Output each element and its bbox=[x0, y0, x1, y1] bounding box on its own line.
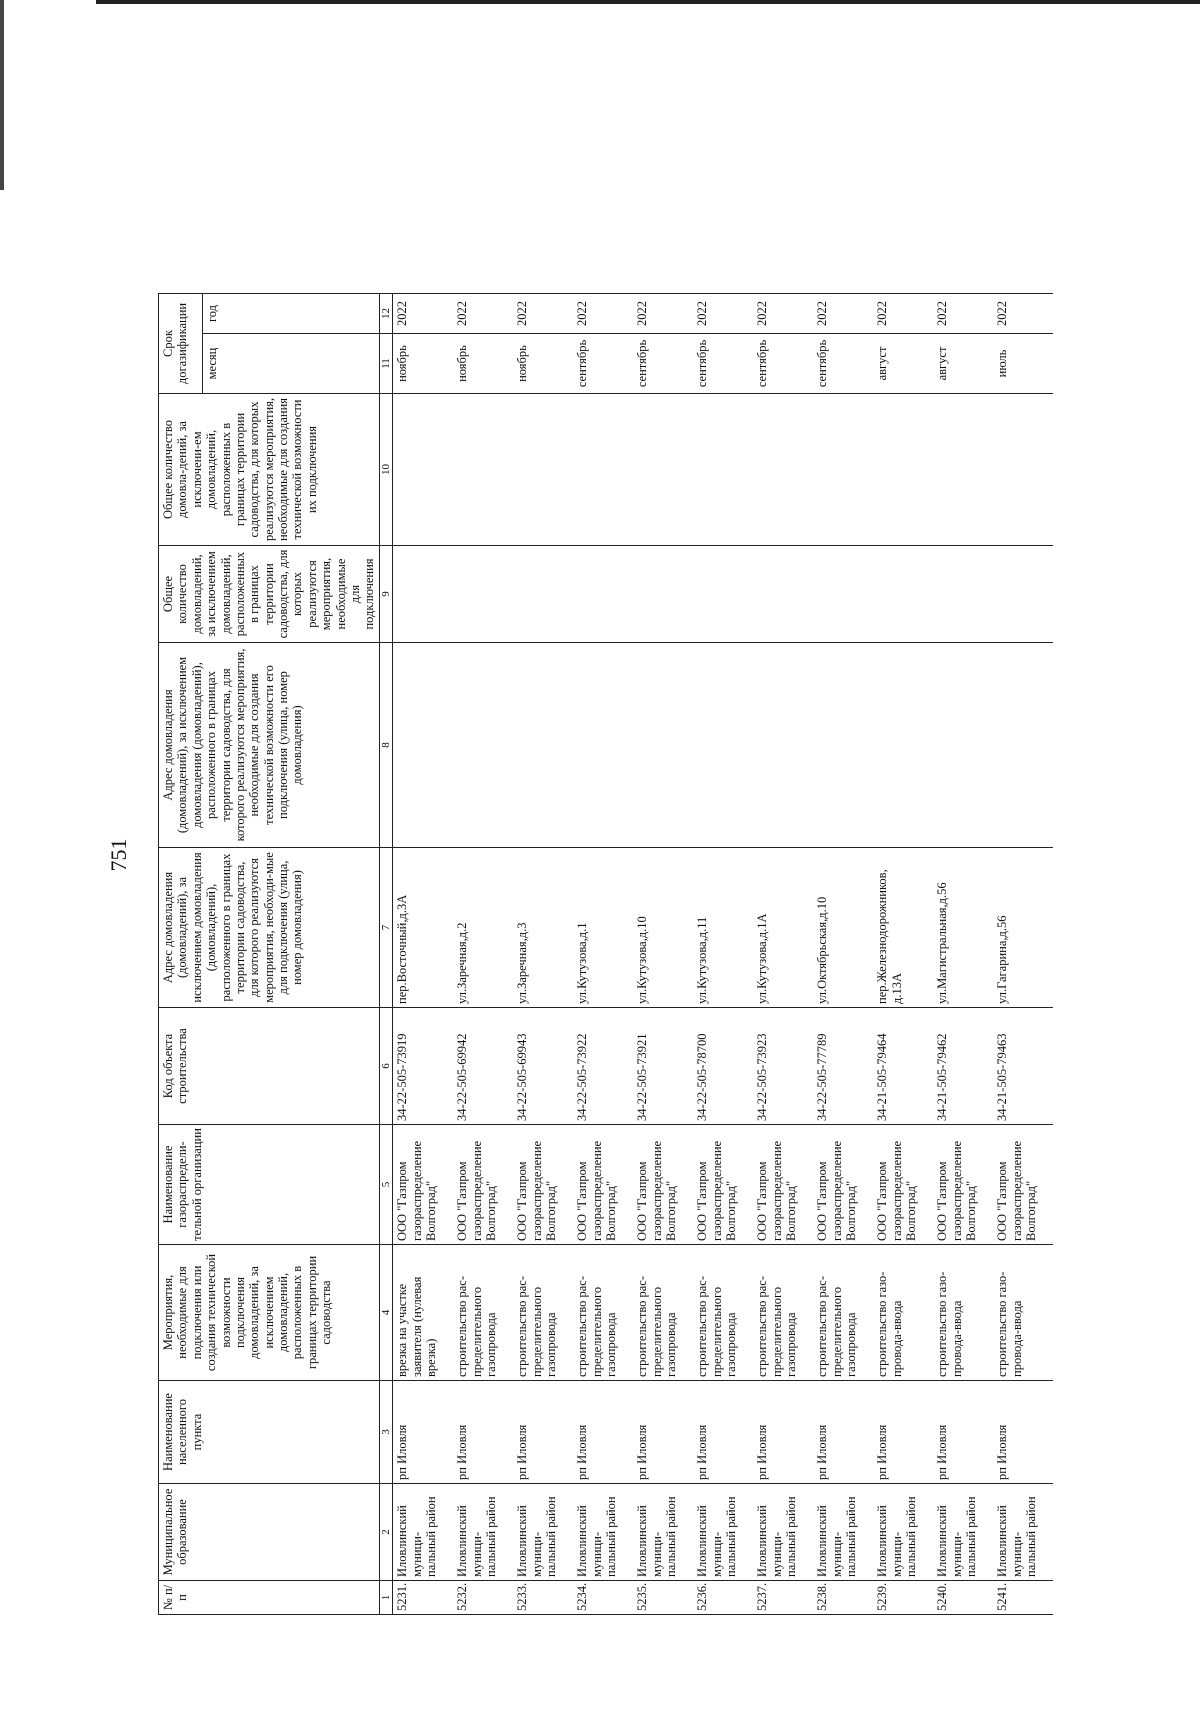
organization-cell: ООО "Газпром газораспределение Волгоград" bbox=[633, 1125, 693, 1245]
header-address-connect: Адрес домовладения (домовладений), за исключением домовладения (домовладений), расположенного в границах территории садоводства, для которого реализуются мероприятия, необходи-мые для подключения (улица, номер домовладения) bbox=[159, 848, 380, 1008]
count-connect-cell bbox=[573, 546, 633, 643]
deadline-year-cell: 2022 bbox=[453, 294, 513, 334]
row-blank bbox=[633, 95, 693, 294]
count-tech-cell bbox=[453, 394, 513, 546]
settlement-cell: рп Иловля bbox=[393, 1381, 454, 1484]
action-cell: строительство рас-пределительного газопровода bbox=[573, 1245, 633, 1381]
row-number: 5232. bbox=[453, 1581, 513, 1615]
table-row bbox=[573, 95, 633, 1615]
organization-cell: ООО "Газпром газораспределение Волгоград" bbox=[453, 1125, 513, 1245]
organization-cell: ООО "Газпром газораспределение Волгоград" bbox=[993, 1125, 1053, 1245]
deadline-month-cell: июль bbox=[993, 334, 1053, 394]
address-tech-cell bbox=[693, 643, 753, 848]
deadline-year-cell: 2022 bbox=[813, 294, 873, 334]
address-connect-cell: ул.Заречная,д.3 bbox=[513, 848, 573, 1008]
col-number: 5 bbox=[379, 1125, 393, 1245]
municipality-cell: Иловлинский муници-пальный район bbox=[813, 1484, 873, 1581]
row-number: 5239. bbox=[873, 1581, 933, 1615]
row-number: 5233. bbox=[513, 1581, 573, 1615]
action-cell: строительство рас-пределительного газопровода bbox=[693, 1245, 753, 1381]
count-tech-cell bbox=[513, 394, 573, 546]
row-blank bbox=[513, 95, 573, 294]
row-number: 5234. bbox=[573, 1581, 633, 1615]
organization-cell: ООО "Газпром газораспределение Волгоград" bbox=[813, 1125, 873, 1245]
row-blank bbox=[993, 95, 1053, 294]
address-connect-cell: ул.Кутузова,д.11 bbox=[693, 848, 753, 1008]
address-tech-cell bbox=[633, 643, 693, 848]
header-blank bbox=[159, 95, 380, 294]
deadline-month-cell: август bbox=[873, 334, 933, 394]
deadline-year-cell: 2022 bbox=[513, 294, 573, 334]
address-tech-cell bbox=[393, 643, 454, 848]
action-cell: строительство рас-пределительного газопровода bbox=[813, 1245, 873, 1381]
deadline-year-cell: 2022 bbox=[573, 294, 633, 334]
table-row bbox=[393, 95, 454, 1615]
address-tech-cell bbox=[933, 643, 993, 848]
count-connect-cell bbox=[873, 546, 933, 643]
col-number: 8 bbox=[379, 643, 393, 848]
organization-cell: ООО "Газпром газораспределение Волгоград" bbox=[513, 1125, 573, 1245]
table-row bbox=[933, 95, 993, 1615]
count-tech-cell bbox=[993, 394, 1053, 546]
object-code-cell: 34-22-505-69942 bbox=[453, 1008, 513, 1125]
header-actions: Мероприятия, необходимые для подключения или создания технической возможности подключения домовладений, за исключением домовладений, расположенных в границах территории садоводства bbox=[159, 1245, 380, 1381]
header-object-code: Код объекта строительства bbox=[159, 1008, 380, 1125]
object-code-cell: 34-22-505-69943 bbox=[513, 1008, 573, 1125]
deadline-month-cell: сентябрь bbox=[693, 334, 753, 394]
address-connect-cell: ул.Магистральная,д.56 bbox=[933, 848, 993, 1008]
col-number: 11 bbox=[379, 334, 393, 394]
count-connect-cell bbox=[753, 546, 813, 643]
address-connect-cell: пер.Восточный,д.3А bbox=[393, 848, 454, 1008]
column-number-row bbox=[379, 95, 393, 1615]
count-connect-cell bbox=[513, 546, 573, 643]
col-number: 10 bbox=[379, 394, 393, 546]
municipality-cell: Иловлинский муници-пальный район bbox=[633, 1484, 693, 1581]
deadline-month-cell: сентябрь bbox=[633, 334, 693, 394]
count-connect-cell bbox=[393, 546, 454, 643]
count-tech-cell bbox=[393, 394, 454, 546]
deadline-month-cell: ноябрь bbox=[393, 334, 454, 394]
row-blank bbox=[693, 95, 753, 294]
col-number: 1 bbox=[379, 1581, 393, 1615]
count-tech-cell bbox=[753, 394, 813, 546]
gasification-table bbox=[158, 95, 1053, 1616]
action-cell: строительство рас-пределительного газопровода bbox=[453, 1245, 513, 1381]
organization-cell: ООО "Газпром газораспределение Волгоград" bbox=[933, 1125, 993, 1245]
settlement-cell: рп Иловля bbox=[453, 1381, 513, 1484]
settlement-cell: рп Иловля bbox=[513, 1381, 573, 1484]
count-connect-cell bbox=[693, 546, 753, 643]
deadline-month-cell: ноябрь bbox=[513, 334, 573, 394]
object-code-cell: 34-21-505-79462 bbox=[933, 1008, 993, 1125]
header-row bbox=[159, 95, 203, 1615]
col-number: 9 bbox=[379, 546, 393, 643]
action-cell: строительство газо-провода-ввода bbox=[993, 1245, 1053, 1381]
municipality-cell: Иловлинский муници-пальный район bbox=[513, 1484, 573, 1581]
row-blank bbox=[933, 95, 993, 294]
organization-cell: ООО "Газпром газораспределение Волгоград" bbox=[693, 1125, 753, 1245]
table-row bbox=[513, 95, 573, 1615]
action-cell: строительство рас-пределительного газопровода bbox=[513, 1245, 573, 1381]
action-cell: врезка на участке заявителя (нулевая врезка) bbox=[393, 1245, 454, 1381]
col-number: 3 bbox=[379, 1381, 393, 1484]
header-num: № п/п bbox=[159, 1581, 380, 1615]
address-connect-cell: пер.Железнодорожников, д.13А bbox=[873, 848, 933, 1008]
address-connect-cell: ул.Кутузова,д.10 bbox=[633, 848, 693, 1008]
address-tech-cell bbox=[993, 643, 1053, 848]
object-code-cell: 34-22-505-73921 bbox=[633, 1008, 693, 1125]
address-connect-cell: ул.Кутузова,д.1 bbox=[573, 848, 633, 1008]
count-tech-cell bbox=[633, 394, 693, 546]
row-blank bbox=[393, 95, 454, 294]
table-row bbox=[633, 95, 693, 1615]
page-number: 751 bbox=[106, 838, 131, 872]
col-number: 12 bbox=[379, 294, 393, 334]
action-cell: строительство газо-провода-ввода bbox=[933, 1245, 993, 1381]
table-row bbox=[813, 95, 873, 1615]
table-body bbox=[393, 95, 1054, 1615]
address-tech-cell bbox=[453, 643, 513, 848]
object-code-cell: 34-22-505-73922 bbox=[573, 1008, 633, 1125]
settlement-cell: рп Иловля bbox=[993, 1381, 1053, 1484]
table-row bbox=[693, 95, 753, 1615]
municipality-cell: Иловлинский муници-пальный район bbox=[573, 1484, 633, 1581]
count-tech-cell bbox=[933, 394, 993, 546]
municipality-cell: Иловлинский муници-пальный район bbox=[993, 1484, 1053, 1581]
row-number: 5231. bbox=[393, 1581, 454, 1615]
object-code-cell: 34-22-505-73923 bbox=[753, 1008, 813, 1125]
municipality-cell: Иловлинский муници-пальный район bbox=[393, 1484, 454, 1581]
row-blank bbox=[453, 95, 513, 294]
organization-cell: ООО "Газпром газораспределение Волгоград" bbox=[573, 1125, 633, 1245]
deadline-month-cell: ноябрь bbox=[453, 334, 513, 394]
organization-cell: ООО "Газпром газораспределение Волгоград" bbox=[393, 1125, 454, 1245]
col-number: 2 bbox=[379, 1484, 393, 1581]
header-count-tech: Общее количество домовла-дений, за исключени-ем домовладений, расположенных в границах территории садоводства, для которых реализуются мероприятия, необходимые для создания технической возможности их подключения bbox=[159, 394, 380, 546]
table-row bbox=[753, 95, 813, 1615]
address-tech-cell bbox=[813, 643, 873, 848]
row-blank bbox=[873, 95, 933, 294]
deadline-year-cell: 2022 bbox=[873, 294, 933, 334]
deadline-year-cell: 2022 bbox=[753, 294, 813, 334]
col-number-blank bbox=[379, 95, 393, 294]
table-row bbox=[993, 95, 1053, 1615]
address-tech-cell bbox=[573, 643, 633, 848]
object-code-cell: 34-22-505-77789 bbox=[813, 1008, 873, 1125]
table-row bbox=[453, 95, 513, 1615]
count-tech-cell bbox=[693, 394, 753, 546]
settlement-cell: рп Иловля bbox=[753, 1381, 813, 1484]
col-number: 4 bbox=[379, 1245, 393, 1381]
object-code-cell: 34-22-505-73919 bbox=[393, 1008, 454, 1125]
row-blank bbox=[813, 95, 873, 294]
municipality-cell: Иловлинский муници-пальный район bbox=[933, 1484, 993, 1581]
settlement-cell: рп Иловля bbox=[633, 1381, 693, 1484]
row-number: 5237. bbox=[753, 1581, 813, 1615]
header-deadline: Срок догазификации bbox=[159, 294, 203, 394]
deadline-month-cell: сентябрь bbox=[573, 334, 633, 394]
row-blank bbox=[753, 95, 813, 294]
row-number: 5235. bbox=[633, 1581, 693, 1615]
object-code-cell: 34-21-505-79463 bbox=[993, 1008, 1053, 1125]
count-connect-cell bbox=[993, 546, 1053, 643]
count-tech-cell bbox=[573, 394, 633, 546]
municipality-cell: Иловлинский муници-пальный район bbox=[873, 1484, 933, 1581]
action-cell: строительство рас-пределительного газопровода bbox=[753, 1245, 813, 1381]
deadline-year-cell: 2022 bbox=[933, 294, 993, 334]
header-municipality: Муниципальное образование bbox=[159, 1484, 380, 1581]
municipality-cell: Иловлинский муници-пальный район bbox=[453, 1484, 513, 1581]
row-number: 5238. bbox=[813, 1581, 873, 1615]
count-connect-cell bbox=[453, 546, 513, 643]
organization-cell: ООО "Газпром газораспределение Волгоград" bbox=[753, 1125, 813, 1245]
object-code-cell: 34-21-505-79464 bbox=[873, 1008, 933, 1125]
row-number: 5240. bbox=[933, 1581, 993, 1615]
address-connect-cell: ул.Заречная,д.2 bbox=[453, 848, 513, 1008]
row-number: 5236. bbox=[693, 1581, 753, 1615]
settlement-cell: рп Иловля bbox=[573, 1381, 633, 1484]
object-code-cell: 34-22-505-78700 bbox=[693, 1008, 753, 1125]
deadline-year-cell: 2022 bbox=[693, 294, 753, 334]
settlement-cell: рп Иловля bbox=[933, 1381, 993, 1484]
address-tech-cell bbox=[753, 643, 813, 848]
address-connect-cell: ул.Октябрьская,д.10 bbox=[813, 848, 873, 1008]
settlement-cell: рп Иловля bbox=[693, 1381, 753, 1484]
header-settlement: Наименование населенного пункта bbox=[159, 1381, 380, 1484]
table-row bbox=[873, 95, 933, 1615]
col-number: 6 bbox=[379, 1008, 393, 1125]
rotated-table-container bbox=[106, 95, 1198, 1615]
row-number: 5241. bbox=[993, 1581, 1053, 1615]
deadline-year-cell: 2022 bbox=[393, 294, 454, 334]
deadline-month-cell: август bbox=[933, 334, 993, 394]
address-tech-cell bbox=[873, 643, 933, 848]
address-tech-cell bbox=[513, 643, 573, 848]
count-tech-cell bbox=[813, 394, 873, 546]
header-count-connect: Общее количество домовладений, за исключением домовладений, расположенных в границах территории садоводства, для которых реализуются мероприятия, необходимые для подключения bbox=[159, 546, 380, 643]
count-tech-cell bbox=[873, 394, 933, 546]
row-blank bbox=[573, 95, 633, 294]
municipality-cell: Иловлинский муници-пальный район bbox=[693, 1484, 753, 1581]
header-address-tech: Адрес домовладения (домовладений), за исключением домовладения (домовладений), расположенного в границах территории садоводства, для которого реализуются мероприятия, необходимые для создания технической возможности его подключения (улица, номер домовладения) bbox=[159, 643, 380, 848]
count-connect-cell bbox=[933, 546, 993, 643]
count-connect-cell bbox=[813, 546, 873, 643]
header-month: месяц bbox=[203, 334, 380, 394]
deadline-year-cell: 2022 bbox=[993, 294, 1053, 334]
header-organization: Наименование газораспредели-тельной организации bbox=[159, 1125, 380, 1245]
count-connect-cell bbox=[633, 546, 693, 643]
settlement-cell: рп Иловля bbox=[873, 1381, 933, 1484]
organization-cell: ООО "Газпром газораспределение Волгоград" bbox=[873, 1125, 933, 1245]
deadline-month-cell: сентябрь bbox=[753, 334, 813, 394]
address-connect-cell: ул.Кутузова,д.1А bbox=[753, 848, 813, 1008]
address-connect-cell: ул.Гагарина,д.56 bbox=[993, 848, 1053, 1008]
deadline-year-cell: 2022 bbox=[633, 294, 693, 334]
action-cell: строительство рас-пределительного газопровода bbox=[633, 1245, 693, 1381]
action-cell: строительство газо-провода-ввода bbox=[873, 1245, 933, 1381]
deadline-month-cell: сентябрь bbox=[813, 334, 873, 394]
municipality-cell: Иловлинский муници-пальный район bbox=[753, 1484, 813, 1581]
col-number: 7 bbox=[379, 848, 393, 1008]
header-year: год bbox=[203, 294, 380, 334]
settlement-cell: рп Иловля bbox=[813, 1381, 873, 1484]
